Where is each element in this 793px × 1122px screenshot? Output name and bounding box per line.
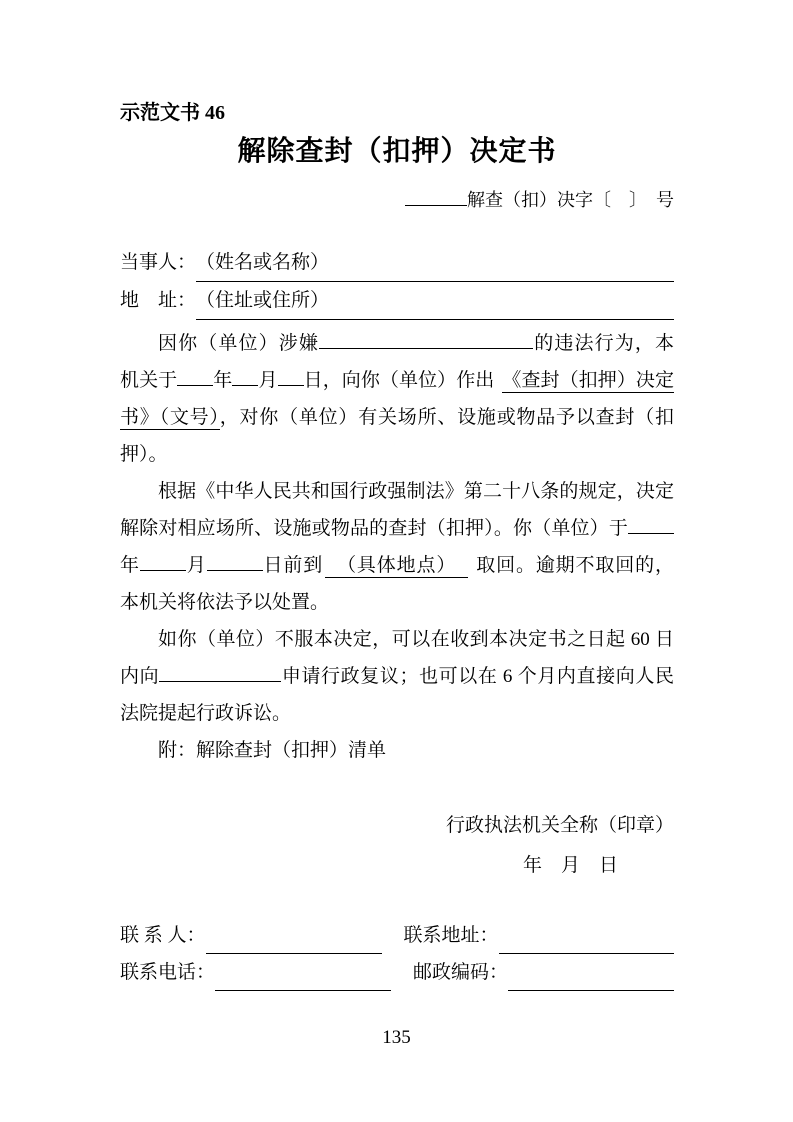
address-label: 地 址： [120,290,197,311]
doc-number-blank-field [405,188,467,206]
page-number: 135 [382,1027,411,1048]
p3-text-1: 如你（单位）不服本决定，可以在收到本决定书之日起 60 日内向 [120,629,674,687]
contact-address-label: 联系地址： [403,925,499,946]
attachment-line: 附：解除查封（扣押）清单 [158,740,387,761]
contact-phone-label: 联系电话： [120,962,216,983]
p2-year-blank-field [628,515,674,534]
p1-month-blank-field [232,367,258,386]
contact-address-blank-field [499,917,674,954]
paragraph-lift-seizure [120,473,674,621]
p1-year-label: 年 [213,370,233,391]
party-label: 当事人： [120,252,197,273]
party-line [120,244,674,282]
p2-text-3: 取回。逾期不取回的，本机关将依法予以处置。 [120,555,674,613]
contact-row-2 [120,954,674,991]
document-title: 解除查封（扣押）决定书 [237,136,557,167]
p3-text-2: 申请行政复议；也可以在 6 个月内直接向人民法院提起行政诉讼。 [120,666,674,724]
contact-person-label: 联 系 人： [120,925,206,946]
contact-block [120,917,674,991]
doc-number-line [120,184,674,216]
p1-day-blank-field [278,367,304,386]
paragraph-remedies [120,621,674,732]
paragraph-decision-basis [120,325,674,473]
issuing-authority-signature: 行政执法机关全称（印章） [445,815,674,836]
p2-year-label: 年 [120,555,140,576]
doc-number-text: 解查（扣）决字〔 〕 号 [467,190,674,210]
address-hint: （住址或住所） [196,282,329,320]
address-fill-line [329,282,674,320]
p2-month-blank-field [140,552,186,571]
p1-text-3: 日，向你（单位）作出 [303,370,495,391]
p2-text-1: 根据《中华人民共和国行政强制法》第二十八条的规定，决定解除对相应场所、设施或物品的查封（扣押）。你（单位）于 [120,481,674,539]
p2-text-2: 日前到 [262,555,324,576]
doc-series-label: 示范文书 46 [120,102,225,124]
p1-text-4: ，对你（单位）有关场所、设施或物品予以查封（扣押）。 [120,407,674,465]
contact-phone-blank-field [215,954,391,991]
review-organ-blank-field [159,663,281,682]
contact-column-gap [382,917,404,954]
seizure-decision-doc-ref: 《查封（扣押）决定书》（文号） [120,370,674,428]
pickup-place-hint: （具体地点） [325,555,468,578]
p1-month-label: 月 [258,370,278,391]
p1-year-blank-field [177,367,213,386]
contact-row-1 [120,917,674,954]
p2-month-label: 月 [185,555,207,576]
document-content [120,100,674,991]
p2-day-blank-field [207,552,263,571]
signature-date-line: 年 月 日 [522,855,618,876]
contact-person-blank-field [206,917,382,954]
party-fill-line [329,244,674,282]
party-name-hint: （姓名或名称） [196,244,329,282]
address-line [120,282,674,320]
contact-column-gap [391,954,413,991]
postcode-blank-field [508,954,674,991]
postcode-label: 邮政编码： [413,962,509,983]
p1-text-1: 因你（单位）涉嫌 [158,333,320,354]
violation-blank-field [319,330,533,349]
p1-text-2: 的违法行为，本机关于 [120,333,674,391]
